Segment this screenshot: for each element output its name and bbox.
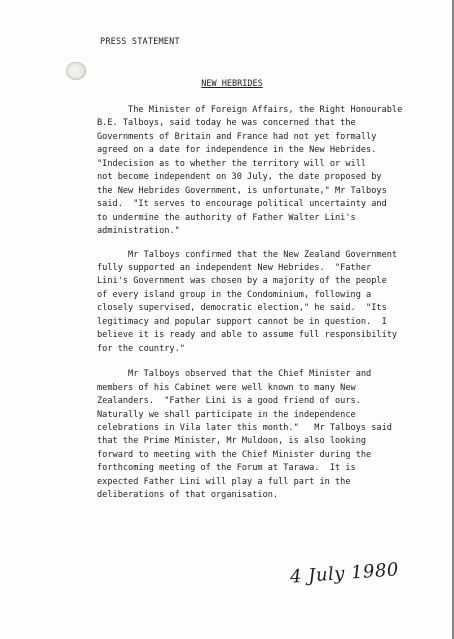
text-line: forthcoming meeting of the Forum at Tarawa. It is — [97, 463, 356, 474]
text-line: Mr Talboys confirmed that the New Zealand Government — [97, 249, 398, 260]
punch-hole — [66, 62, 86, 80]
text-line: agreed on a date for independence in the New Hebrides. — [97, 145, 377, 156]
paragraph-3 — [97, 368, 427, 503]
text-line: celebrations in Vila later this month." Mr Talboys said — [97, 422, 392, 433]
paragraph-2 — [97, 249, 427, 357]
text-line: legitimacy and popular support cannot be in question. I — [97, 316, 387, 327]
text-line: Zealanders. "Father Lini is a good friend of ours. — [97, 396, 361, 407]
press-statement-header: PRESS STATEMENT — [100, 37, 180, 47]
text-line: forward to meeting with the Chief Minister during the — [97, 449, 372, 460]
text-line: closely supervised, democratic election," he said. "Its — [97, 303, 387, 314]
text-line: that the Prime Minister, Mr Muldoon, is also looking — [97, 436, 367, 447]
text-line: of every island group in the Condominium, following a — [97, 289, 372, 300]
text-line: deliberations of that organisation. — [97, 490, 279, 501]
document-title — [0, 79, 454, 89]
text-line: members of his Cabinet were well known to many New — [97, 382, 356, 393]
text-line: B.E. Talboys, said today he was concerned that the — [97, 118, 356, 129]
text-line: administration." — [97, 226, 180, 237]
text-line: "Indecision as to whether the territory will or will — [97, 158, 367, 169]
document-body — [97, 104, 427, 503]
text-line: Naturally we shall participate in the independence — [97, 409, 356, 420]
text-line: Lini's Government was chosen by a majority of the people — [97, 276, 387, 287]
handwritten-date: 4 July 1980 — [289, 559, 400, 588]
text-line: Mr Talboys observed that the Chief Minister and — [97, 369, 372, 380]
text-line: to undermine the authority of Father Walter Lini's — [97, 212, 356, 223]
text-line: Governments of Britain and France had not yet formally — [97, 131, 377, 142]
text-line: for the country." — [97, 343, 185, 354]
document-title-text: NEW HEBRIDES — [201, 79, 263, 89]
paragraph-1 — [97, 104, 427, 239]
text-line: not become independent on 30 July, the date proposed by — [97, 172, 382, 183]
text-line: the New Hebrides Government, is unfortunate," Mr Talboys — [97, 185, 387, 196]
text-line: said. "It serves to encourage political uncertainty and — [97, 199, 387, 210]
text-line: believe it is ready and able to assume full responsibility — [97, 330, 398, 341]
text-line: expected Father Lini will play a full part in the — [97, 476, 351, 487]
text-line: fully supported an independent New Hebrides. "Father — [97, 262, 372, 273]
text-line: The Minister of Foreign Affairs, the Right Honourable — [97, 105, 403, 115]
